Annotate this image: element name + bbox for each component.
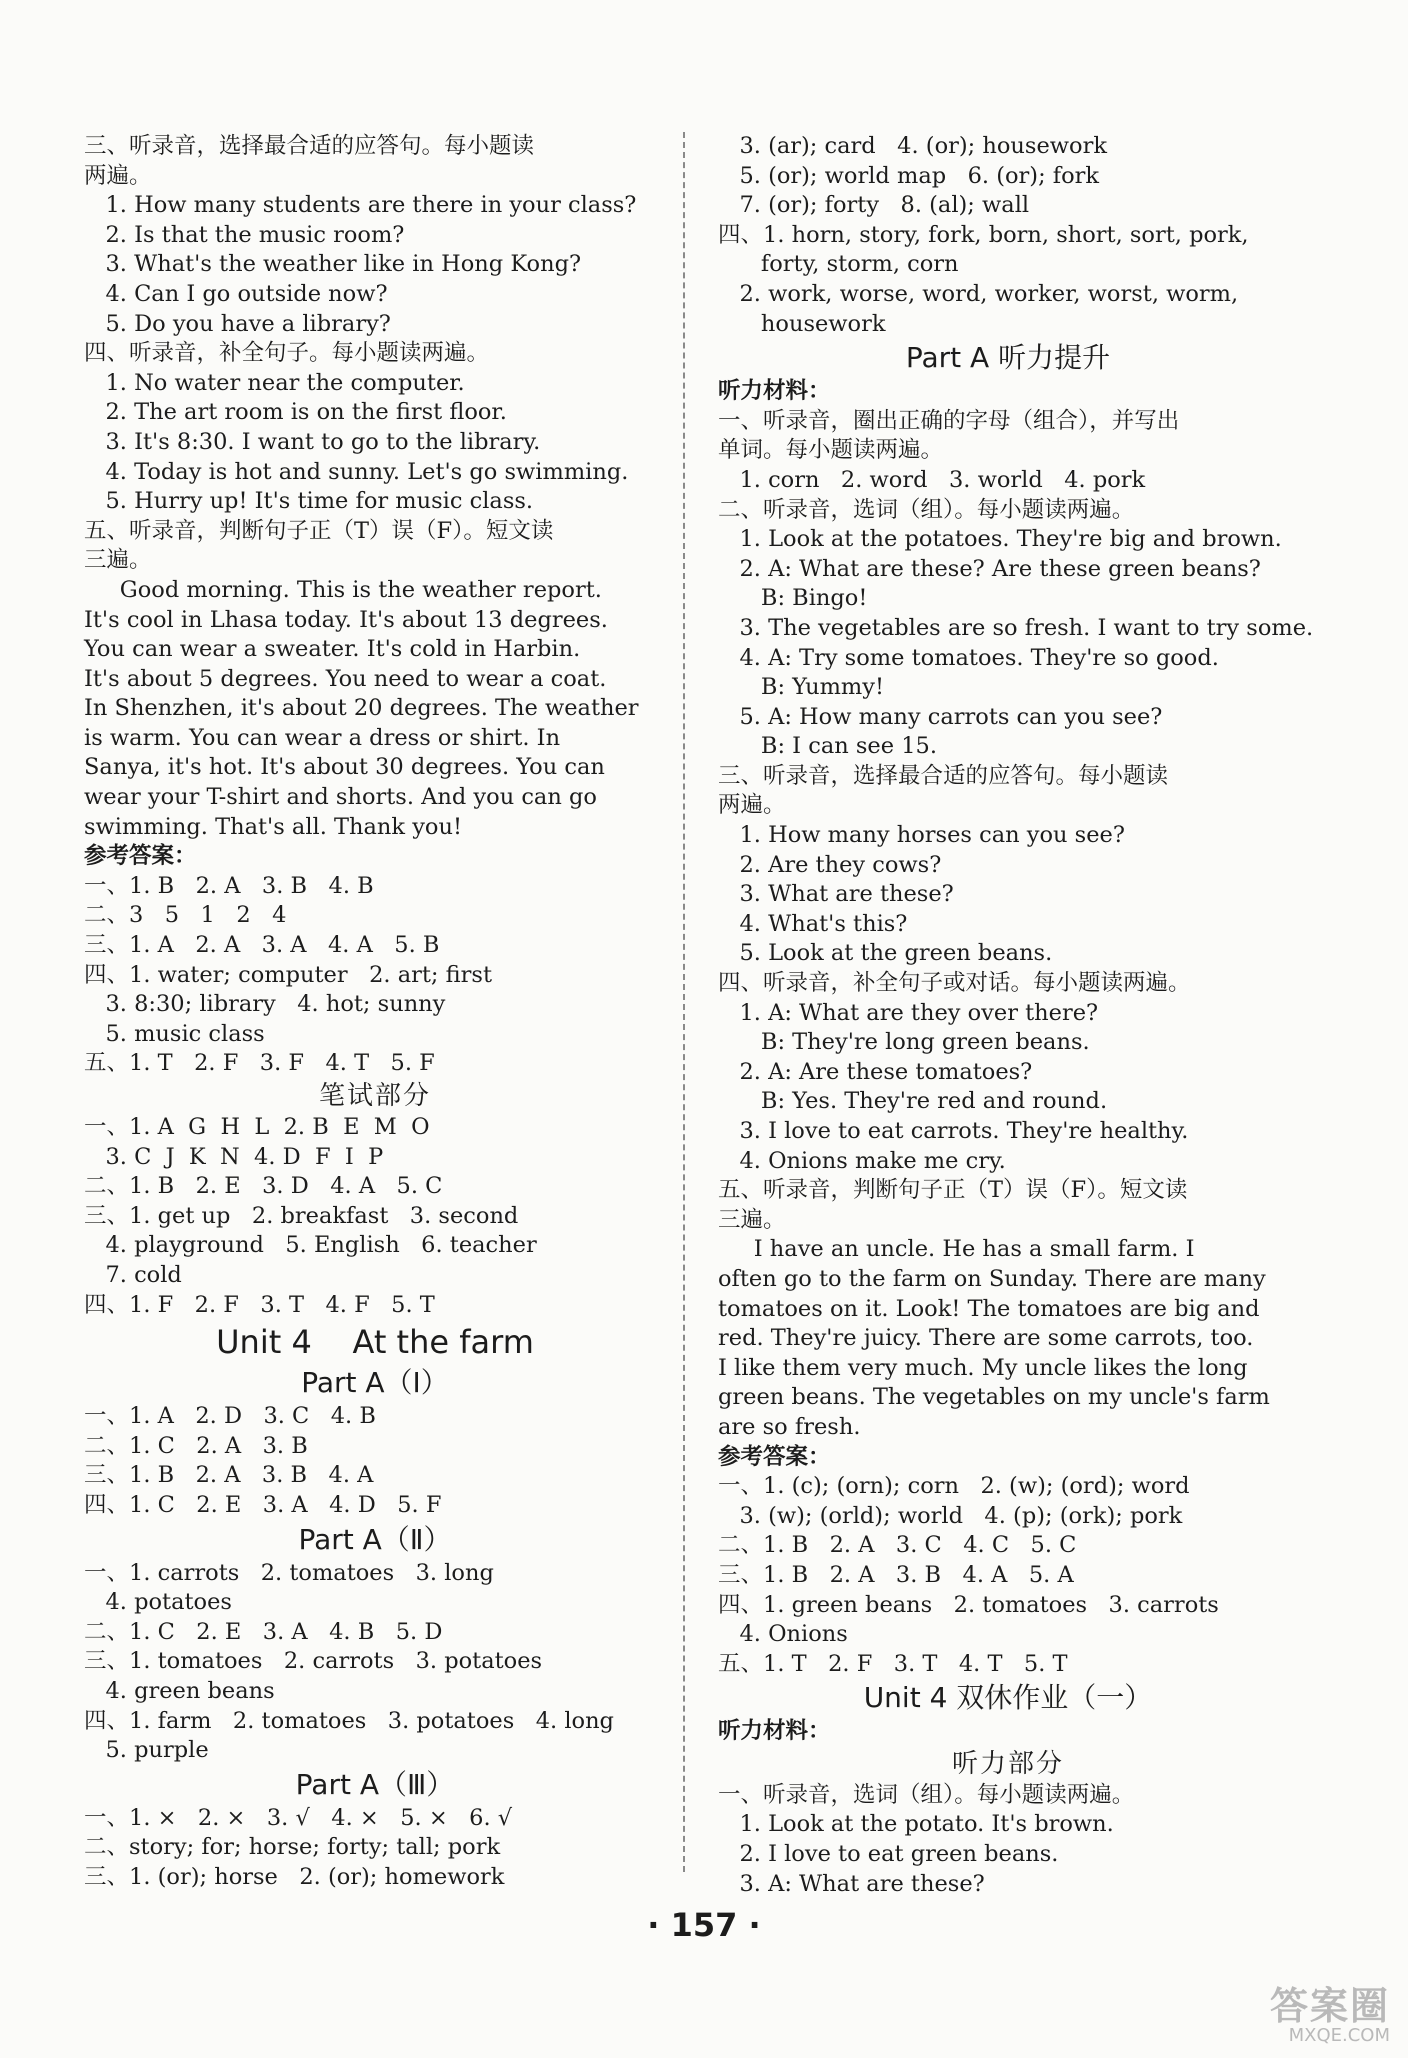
text-line: 5. music class xyxy=(84,1020,265,1047)
text-line: 3. (w); (orld); world 4. (p); (ork); pork xyxy=(718,1502,1183,1529)
text-line: 2. I love to eat green beans. xyxy=(718,1841,1059,1868)
text-line: 4. Can I go outside now? xyxy=(84,280,388,307)
text-line: 五、听录音，判断句子正（T）误（F）。短文读 xyxy=(718,1177,1188,1204)
text-line: 三、1. B 2. A 3. B 4. A 5. A xyxy=(718,1561,1074,1588)
text-line: 2. Are they cows? xyxy=(718,851,942,878)
text-line: red. They're juicy. There are some carrots, too. xyxy=(718,1325,1254,1352)
text-line: 参考答案： xyxy=(84,843,197,870)
text-line: B: Yes. They're red and round. xyxy=(718,1088,1108,1115)
watermark-logo: 答案圈 xyxy=(1269,1984,1390,2028)
text-line: 5. purple xyxy=(84,1737,209,1764)
text-line: 1. No water near the computer. xyxy=(84,369,465,396)
text-line: 3. C J K N 4. D F I P xyxy=(84,1143,384,1170)
text-line: 四、1. green beans 2. tomatoes 3. carrots xyxy=(718,1591,1219,1618)
text-line: 五、1. T 2. F 3. T 4. T 5. T xyxy=(718,1650,1068,1677)
text-line: You can wear a sweater. It's cold in Harbin. xyxy=(84,636,581,663)
text-line: I like them very much. My uncle likes the long xyxy=(718,1354,1248,1381)
text-line: 1. Look at the potatoes. They're big and brown. xyxy=(718,526,1282,553)
text-line: 五、1. T 2. F 3. F 4. T 5. F xyxy=(84,1050,435,1077)
text-line: 两遍。 xyxy=(84,162,152,189)
text-line: 听力材料： xyxy=(718,1718,831,1745)
text-line: 4. What's this? xyxy=(718,910,908,937)
text-line: 三、听录音，选择最合适的应答句。每小题读 xyxy=(718,762,1169,789)
text-line: 2. work, worse, word, worker, worst, worm, xyxy=(718,280,1239,307)
text-line: 一、1. A G H L 2. B E M O xyxy=(84,1114,430,1140)
text-line: 四、1. water; computer 2. art; first xyxy=(84,961,492,988)
text-line: 5. Look at the green beans. xyxy=(718,940,1053,967)
text-line: 1. corn 2. word 3. world 4. pork xyxy=(718,466,1146,493)
text-line: 5. A: How many carrots can you see? xyxy=(718,703,1163,730)
text-line: are so fresh. xyxy=(718,1413,861,1440)
text-line: 5. Do you have a library? xyxy=(84,310,391,337)
text-line: 5. Hurry up! It's time for music class. xyxy=(84,488,534,515)
text-line: 2. A: Are these tomatoes? xyxy=(718,1058,1033,1085)
text-line: 7. cold xyxy=(84,1261,182,1288)
text-line: 3. 8:30; library 4. hot; sunny xyxy=(84,991,446,1018)
text-line: green beans. The vegetables on my uncle's farm xyxy=(718,1384,1270,1411)
text-line: 三、1. tomatoes 2. carrots 3. potatoes xyxy=(84,1648,543,1675)
section-heading: Part A（Ⅰ） xyxy=(301,1366,449,1400)
text-line: 1. How many students are there in your class? xyxy=(84,192,637,219)
text-line: 3. What are these? xyxy=(718,881,954,908)
text-line: Sanya, it's hot. It's about 30 degrees. You can xyxy=(84,754,605,781)
text-line: 4. potatoes xyxy=(84,1589,232,1616)
text-line: 二、1. C 2. E 3. A 4. B 5. D xyxy=(84,1618,443,1645)
text-line: 二、story; for; horse; forty; tall; pork xyxy=(84,1834,501,1861)
text-line: It's about 5 degrees. You need to wear a coat. xyxy=(84,665,607,692)
text-line: swimming. That's all. Thank you! xyxy=(84,813,462,840)
text-line: often go to the farm on Sunday. There are many xyxy=(718,1265,1266,1292)
text-line: 7. (or); forty 8. (al); wall xyxy=(718,192,1030,219)
text-line: 三遍。 xyxy=(718,1206,786,1233)
section-heading: 笔试部分 xyxy=(318,1081,431,1111)
text-line: 三遍。 xyxy=(84,547,152,574)
text-line: 2. The art room is on the first floor. xyxy=(84,399,507,426)
text-line: 5. (or); world map 6. (or); fork xyxy=(718,162,1100,189)
text-line: 二、3 5 1 2 4 xyxy=(84,902,287,929)
text-line: 一、1. A 2. D 3. C 4. B xyxy=(84,1403,376,1430)
watermark-url: MXQE.COM xyxy=(1288,2025,1390,2046)
text-line: It's cool in Lhasa today. It's about 13 degrees. xyxy=(84,606,608,633)
text-line: Good morning. This is the weather report. xyxy=(84,576,602,603)
text-line: 4. Today is hot and sunny. Let's go swimming. xyxy=(84,458,629,485)
left-column xyxy=(84,132,666,1892)
text-line: 4. Onions xyxy=(718,1621,848,1648)
text-line: is warm. You can wear a dress or shirt. In xyxy=(84,724,561,751)
text-line: 3. The vegetables are so fresh. I want to try some. xyxy=(718,614,1314,641)
text-line: 三、1. get up 2. breakfast 3. second xyxy=(84,1202,519,1229)
text-line: B: Bingo! xyxy=(718,585,868,612)
text-line: 三、1. A 2. A 3. A 4. A 5. B xyxy=(84,932,440,959)
text-line: forty, storm, corn xyxy=(718,251,959,278)
text-line: 两遍。 xyxy=(718,792,786,819)
text-line: 1. Look at the potato. It's brown. xyxy=(718,1811,1114,1838)
text-line: I have an uncle. He has a small farm. I xyxy=(718,1236,1195,1263)
text-line: 3. A: What are these? xyxy=(718,1870,985,1897)
text-line: 四、1. horn, story, fork, born, short, sort, pork, xyxy=(718,221,1249,248)
text-line: wear your T-shirt and shorts. And you can go xyxy=(84,784,597,811)
text-line: 一、1. × 2. × 3. √ 4. × 5. × 6. √ xyxy=(84,1804,513,1831)
text-line: 二、1. B 2. A 3. C 4. C 5. C xyxy=(718,1532,1077,1559)
text-line: 三、1. B 2. A 3. B 4. A xyxy=(84,1462,374,1489)
text-line: 一、1. carrots 2. tomatoes 3. long xyxy=(84,1559,494,1586)
text-line: 一、听录音，圈出正确的字母（组合），并写出 xyxy=(718,407,1180,434)
text-line: 3. What's the weather like in Hong Kong? xyxy=(84,251,582,278)
text-line: 四、1. farm 2. tomatoes 3. potatoes 4. long xyxy=(84,1707,614,1734)
section-heading: Part A（Ⅲ） xyxy=(295,1767,455,1801)
text-line: 2. Is that the music room? xyxy=(84,221,405,248)
text-line: 三、听录音，选择最合适的应答句。每小题读 xyxy=(84,133,535,159)
text-line: B: They're long green beans. xyxy=(718,1029,1090,1056)
text-line: housework xyxy=(718,310,886,337)
text-line: 听力材料： xyxy=(718,378,831,405)
text-line: 二、1. C 2. A 3. B xyxy=(84,1432,308,1459)
text-line: 3. It's 8:30. I want to go to the library. xyxy=(84,428,541,455)
section-heading: Part A 听力提升 xyxy=(905,341,1111,375)
text-line: 4. green beans xyxy=(84,1677,275,1704)
text-line: 二、听录音，选词（组）。每小题读两遍。 xyxy=(718,496,1135,523)
text-line: 四、1. F 2. F 3. T 4. F 5. T xyxy=(84,1291,435,1318)
column-divider xyxy=(683,132,685,1872)
text-line: 四、听录音，补全句子。每小题读两遍。 xyxy=(84,340,490,367)
text-line: 单词。每小题读两遍。 xyxy=(718,437,944,464)
text-line: 四、听录音，补全句子或对话。每小题读两遍。 xyxy=(718,970,1191,997)
text-line: 3. (ar); card 4. (or); housework xyxy=(718,133,1107,159)
text-line: tomatoes on it. Look! The tomatoes are big and xyxy=(718,1295,1260,1322)
section-heading: Unit 4 At the farm xyxy=(216,1323,534,1362)
text-line: 一、1. (c); (orn); corn 2. (w); (ord); word xyxy=(718,1473,1190,1500)
watermark xyxy=(1200,1986,1390,2050)
text-line: 4. A: Try some tomatoes. They're so good. xyxy=(718,644,1219,671)
section-heading: Part A（Ⅱ） xyxy=(298,1522,452,1556)
text-line: B: Yummy! xyxy=(718,674,884,701)
section-heading: Unit 4 双休作业（一） xyxy=(863,1681,1153,1715)
text-line: 4. Onions make me cry. xyxy=(718,1147,1006,1174)
text-line: B: I can see 15. xyxy=(718,733,937,760)
text-line: 三、1. (or); horse 2. (or); homework xyxy=(84,1863,505,1890)
text-line: 4. playground 5. English 6. teacher xyxy=(84,1232,537,1259)
section-heading: 听力部分 xyxy=(951,1748,1064,1779)
right-column xyxy=(718,132,1314,1899)
text-line: 四、1. C 2. E 3. A 4. D 5. F xyxy=(84,1491,442,1518)
text-line: 二、1. B 2. E 3. D 4. A 5. C xyxy=(84,1173,443,1200)
text-line: 一、听录音，选词（组）。每小题读两遍。 xyxy=(718,1781,1135,1808)
text-line: 1. How many horses can you see? xyxy=(718,822,1125,849)
text-line: 五、听录音，判断句子正（T）误（F）。短文读 xyxy=(84,517,554,544)
text-line: In Shenzhen, it's about 20 degrees. The weather xyxy=(84,695,639,722)
text-line: 一、1. B 2. A 3. B 4. B xyxy=(84,872,374,899)
page-number: · 157 · xyxy=(647,1906,761,1944)
text-line: 参考答案： xyxy=(718,1443,831,1470)
text-line: 3. I love to eat carrots. They're healthy. xyxy=(718,1118,1189,1144)
text-line: 1. A: What are they over there? xyxy=(718,999,1099,1026)
text-line: 2. A: What are these? Are these green beans? xyxy=(718,555,1261,582)
